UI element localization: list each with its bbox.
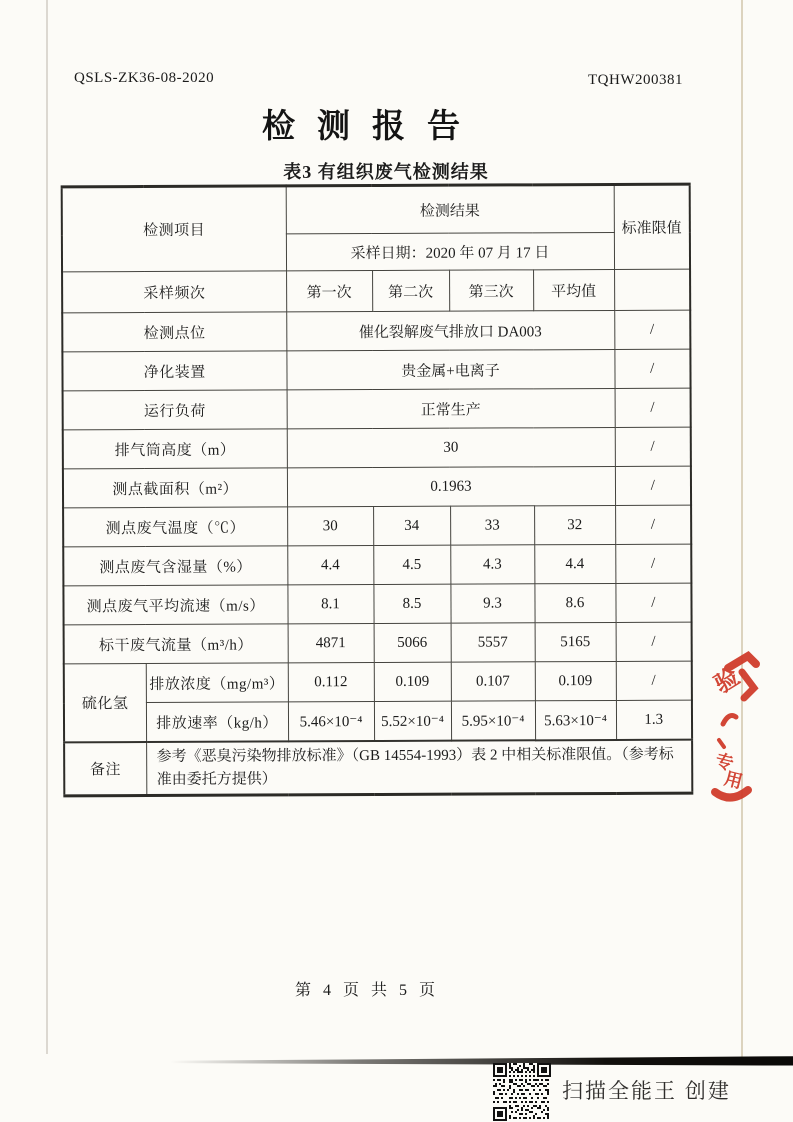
scan-bottom-edge-line — [170, 1055, 793, 1067]
cell-value: 5066 — [374, 623, 451, 662]
cell-value: 0.109 — [535, 661, 616, 700]
table-row — [63, 427, 691, 469]
cell-limit: / — [616, 661, 692, 700]
scanner-watermark-label: 扫描全能王 创建 — [562, 1080, 731, 1103]
seal-char-mid: 专 — [713, 750, 736, 775]
cell-limit: / — [615, 427, 691, 466]
cell-value: 0.109 — [374, 662, 451, 701]
cell-label: 测点截面积（m²） — [63, 468, 287, 508]
cell-value: 0.107 — [451, 662, 535, 701]
table-row — [62, 269, 690, 313]
cell-value: 4871 — [288, 624, 374, 663]
cell-limit: / — [615, 466, 691, 505]
pollutant-name-cell: 硫化氢 — [64, 664, 146, 743]
header-item-cell: 检测项目 — [62, 186, 286, 272]
seal-char-bottom: 用 — [722, 768, 745, 793]
frequency-label-cell: 采样频次 — [62, 271, 286, 313]
qr-code — [493, 1063, 551, 1121]
page-number: 第 4 页 共 5 页 — [294, 982, 439, 999]
table-row — [63, 544, 691, 586]
document-code: QSLS-ZK36-08-2020 — [74, 70, 215, 86]
cell-label: 测点废气温度（℃） — [63, 507, 287, 547]
cell-value: 4.4 — [287, 546, 373, 585]
seal-bottom-arc — [715, 790, 748, 798]
cell-value: 33 — [450, 506, 534, 545]
frequency-col-cell: 第一次 — [286, 271, 372, 312]
seal-rim-fragment — [742, 672, 754, 698]
frequency-col-cell: 第三次 — [449, 270, 533, 311]
cell-value: 5557 — [451, 623, 535, 662]
results-table-wrapper — [61, 183, 694, 798]
seal-stroke-fragment — [723, 716, 736, 724]
header-result-cell: 检测结果 — [286, 184, 614, 233]
cell-value: 4.5 — [373, 545, 450, 584]
cell-label: 排放浓度（mg/m³） — [146, 663, 288, 703]
seal-stroke-fragment — [719, 740, 724, 747]
table-row — [62, 349, 690, 391]
cell-label: 排放速率（kg/h） — [146, 702, 288, 742]
cell-value: 30 — [287, 427, 615, 467]
cell-value: 30 — [287, 507, 373, 546]
cell-limit: / — [614, 310, 690, 349]
table-row — [64, 622, 692, 664]
table-row — [64, 700, 692, 742]
table-row — [63, 583, 691, 625]
cell-value: 34 — [373, 506, 450, 545]
cell-label: 测点废气平均流速（m/s） — [63, 585, 287, 625]
sample-date-cell: 采样日期：2020 年 07 月 17 日 — [286, 232, 614, 270]
empty-cell — [614, 269, 690, 310]
cell-value: 32 — [534, 505, 615, 544]
cell-limit: / — [615, 505, 691, 544]
cell-value: 8.6 — [534, 583, 615, 622]
table-row — [63, 505, 691, 547]
cell-limit: / — [615, 583, 691, 622]
cell-value: 4.4 — [534, 544, 615, 583]
cell-label: 运行负荷 — [63, 390, 287, 430]
table-row — [64, 740, 692, 796]
cell-label: 净化装置 — [62, 351, 286, 391]
table-row — [62, 184, 690, 235]
cell-value: 5165 — [535, 622, 616, 661]
table-caption: 表3 有组织废气检测结果 — [283, 162, 489, 182]
cell-value: 5.52×10⁻⁴ — [374, 701, 451, 741]
header-limit-cell: 标准限值 — [614, 184, 690, 269]
cell-label: 标干废气流量（m³/h） — [64, 624, 288, 664]
cell-limit: / — [615, 388, 691, 427]
remark-label-cell: 备注 — [64, 742, 146, 796]
seal-char-top: 验 — [710, 664, 745, 699]
cell-label: 检测点位 — [62, 312, 286, 352]
cell-label: 排气筒高度（m） — [63, 429, 287, 469]
cell-value: 4.3 — [450, 545, 534, 584]
results-table — [61, 183, 694, 798]
cell-value: 8.5 — [373, 584, 450, 623]
cell-value: 5.46×10⁻⁴ — [288, 702, 374, 742]
cell-limit: 1.3 — [616, 700, 692, 740]
remark-text-cell: 参考《恶臭污染物排放标准》（GB 14554-1993）表 2 中相关标准限值。（参考标准由委托方提供） — [146, 740, 692, 796]
report-number: TQHW200381 — [588, 72, 683, 88]
cell-value: 5.95×10⁻⁴ — [451, 701, 535, 741]
cell-value: 9.3 — [450, 584, 534, 623]
cell-value: 贵金属+电离子 — [286, 349, 614, 389]
cell-label: 测点废气含湿量（%） — [63, 546, 287, 586]
table-row — [63, 388, 691, 430]
table-row — [64, 661, 692, 703]
cell-value: 0.1963 — [287, 466, 615, 506]
cell-value: 5.63×10⁻⁴ — [535, 700, 616, 740]
cell-limit: / — [615, 544, 691, 583]
seal-top-arc — [728, 656, 756, 668]
frequency-col-cell: 平均值 — [533, 269, 614, 310]
cell-value: 催化裂解废气排放口 DA003 — [286, 310, 614, 350]
cell-limit: / — [616, 622, 692, 661]
cell-value: 0.112 — [288, 663, 374, 702]
cell-value: 8.1 — [287, 585, 373, 624]
cell-limit: / — [614, 349, 690, 388]
red-seal-stamp — [698, 614, 793, 814]
frequency-col-cell: 第二次 — [372, 270, 449, 311]
page-title: 检测报告 — [262, 109, 482, 145]
table-row — [63, 466, 691, 508]
cell-value: 正常生产 — [287, 388, 615, 428]
table-row — [62, 310, 690, 352]
